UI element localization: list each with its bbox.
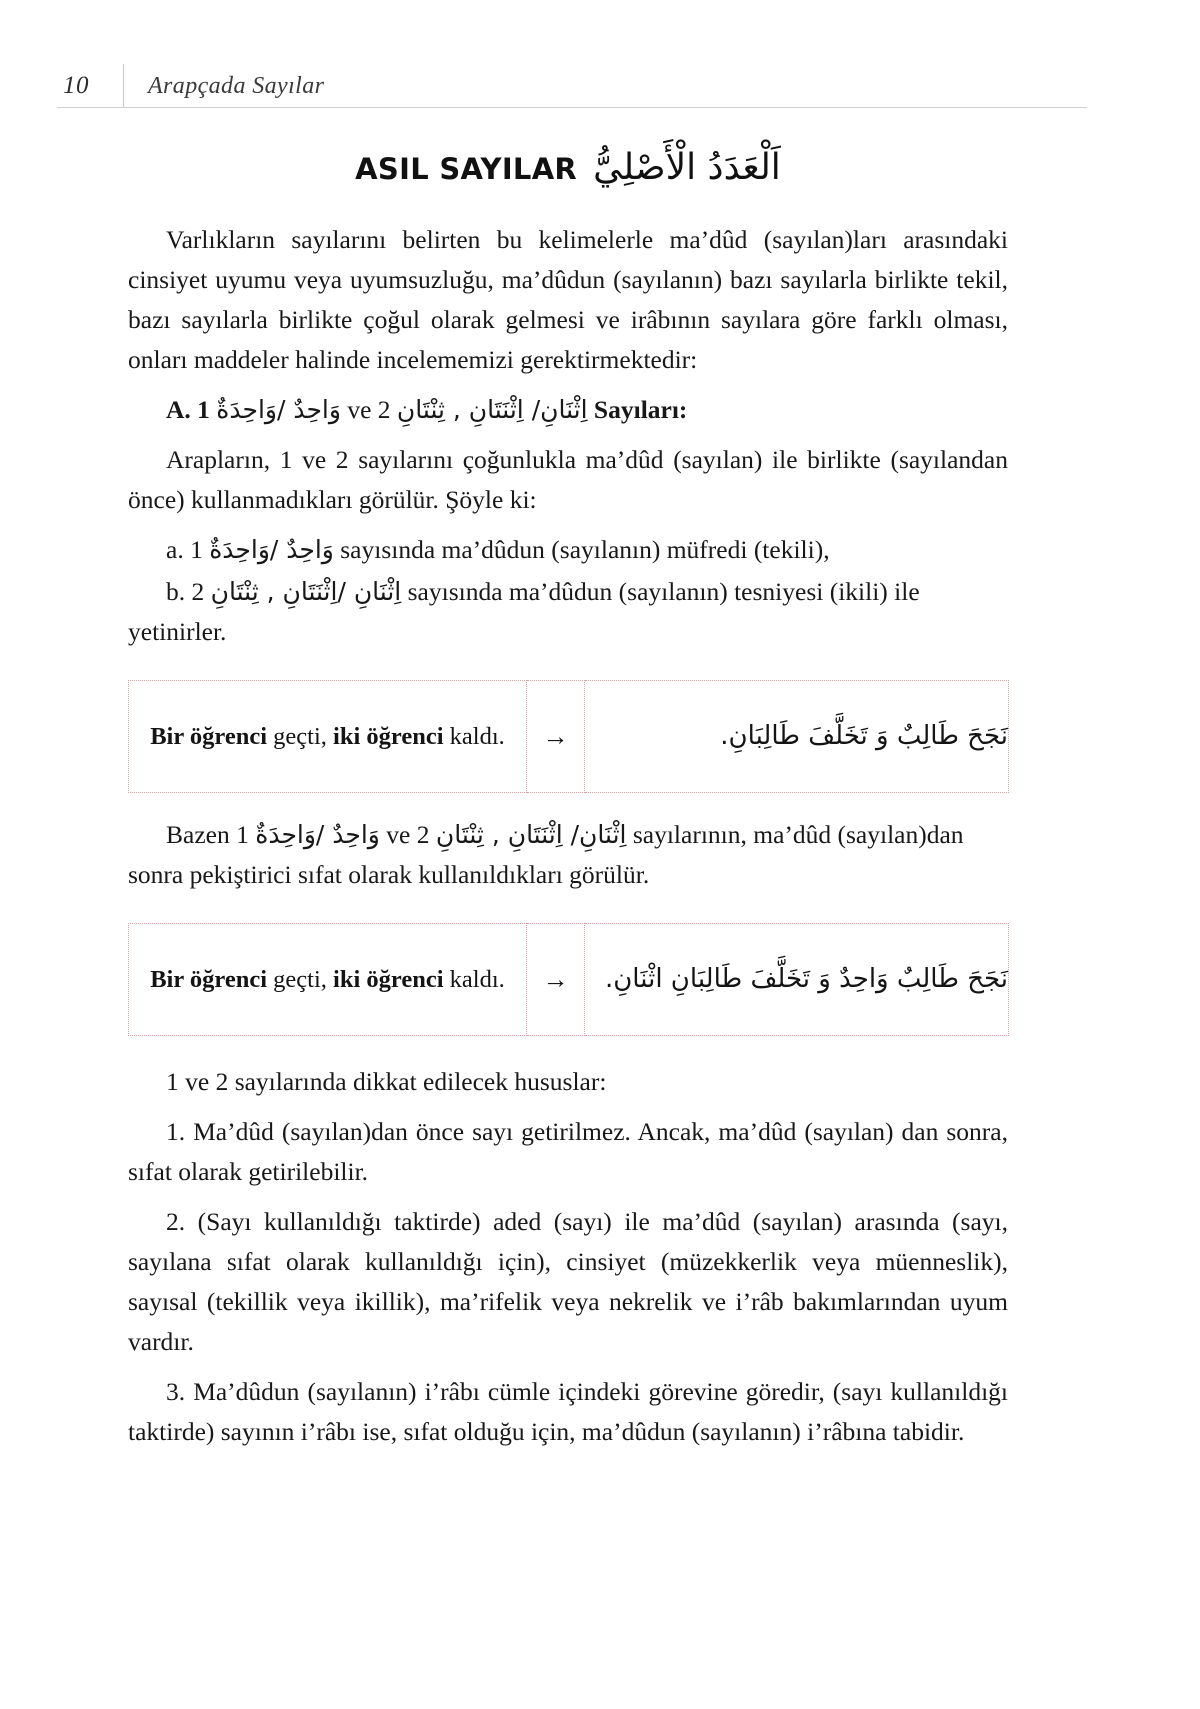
item-b-arabic: اِثْنَانِ /اِثْنَتَانِ , ثِنْتَانِ	[210, 577, 402, 606]
between-tables-continuation: sonra pekiştirici sıfat olarak kullanıldıkları görülür.	[128, 860, 650, 889]
between-tables-arabic-one: وَاحِدٌ /وَاحِدَةٌ	[255, 820, 380, 849]
example-table-2	[128, 923, 1009, 1036]
between-tables-prefix: Bazen 1	[166, 820, 249, 849]
note-1: 1. Ma’dûd (sayılan)dan önce sayı getirilmez. Ancak, ma’dûd (sayılan) dan sonra, sıfat olarak getirilebilir.	[128, 1117, 1008, 1186]
turkish-bold-second: iki öğrenci	[333, 722, 444, 750]
spacer	[128, 793, 1008, 815]
arrow-cell	[527, 681, 585, 793]
turkish-plain-first: geçti,	[267, 965, 334, 993]
spacer	[128, 522, 1008, 530]
spacer	[128, 1036, 1008, 1062]
item-b-continuation: yetinirler.	[128, 617, 227, 646]
item-a-line	[128, 530, 1008, 570]
item-b-line	[128, 572, 1008, 612]
spacer	[128, 897, 1008, 923]
item-a-arabic: وَاحِدٌ /وَاحِدَةٌ	[209, 535, 334, 564]
turkish-bold-first: Bir öğrenci	[150, 722, 268, 750]
heading-a-prefix: A. 1	[166, 395, 210, 424]
heading-a-arabic-one: وَاحِدٌ /وَاحِدَةٌ	[216, 395, 341, 424]
note-2: 2. (Sayı kullanıldığı taktirde) aded (sayı) ile ma’dûd (sayılan) arasında (sayı, sayılana sıfat olarak kullanıldığı için), cinsiyet (müzekkerlik veya müenneslik), sayısal (tekillik veya ikillik), ma’rifelik veya nekrelik ve i’râb bakımlarından uyum vardır.	[128, 1207, 1008, 1356]
turkish-plain-first: geçti,	[267, 722, 334, 750]
item-b-rest: sayısında ma’dûdun (sayılanın) tesniyesi (ikili) ile	[407, 577, 920, 606]
content-column	[128, 140, 1008, 1454]
section-title	[128, 148, 1008, 206]
between-tables-line	[128, 815, 1008, 855]
header-horizontal-rule	[57, 107, 1087, 108]
between-tables-mid: ve 2	[386, 820, 430, 849]
between-tables-arabic-two: اِثْنَانِ/ اِثْنَتَانِ , ثِنْتَانِ	[435, 820, 627, 849]
header-vertical-divider	[123, 64, 124, 108]
item-a-prefix: a. 1	[166, 535, 203, 564]
arabic-sentence-cell: نَجَحَ طَالِبٌ وَاحِدٌ وَ تَخَلَّفَ طَالِبَانِ اثْنَانِ.	[585, 924, 1009, 1036]
spacer	[128, 1104, 1008, 1112]
table-row	[129, 924, 1009, 1036]
turkish-plain-second: kaldı.	[443, 722, 505, 750]
section-title-latin: ASIL SAYILAR	[355, 152, 578, 186]
heading-a-suffix: Sayıları:	[593, 395, 688, 424]
turkish-bold-second: iki öğrenci	[333, 965, 444, 993]
note-3: 3. Ma’dûdun (sayılanın) i’râbı cümle içindeki görevine göredir, (sayı kullanıldığı taktirde) sayının i’râbı ise, sıfat olduğu için, ma’dûdun (sayılanın) i’râbına tabidir.	[128, 1377, 1008, 1446]
section-title-arabic: اَلْعَدَدُ الْأَصْلِيُّ	[593, 147, 781, 188]
turkish-bold-first: Bir öğrenci	[150, 965, 268, 993]
heading-a-line	[128, 390, 1008, 430]
chapter-title: Arapçada Sayılar	[148, 72, 325, 99]
between-tables-rest: sayılarının, ma’dûd (sayılan)dan	[632, 820, 964, 849]
arabic-sentence-cell: نَجَحَ طَالِبٌ وَ تَخَلَّفَ طَالِبَانِ.	[585, 681, 1009, 793]
item-b-prefix: b. 2	[166, 577, 205, 606]
notes-lead: 1 ve 2 sayılarında dikkat edilecek hususlar:	[166, 1067, 607, 1096]
after-heading-paragraph: Arapların, 1 ve 2 sayılarını çoğunlukla ma’dûd (sayılan) ile birlikte (sayılandan önce) kullanmadıkları görülür. Şöyle ki:	[128, 445, 1008, 514]
turkish-translation-cell	[129, 681, 527, 793]
right-arrow-icon: →	[542, 721, 569, 751]
item-a-rest: sayısında ma’dûdun (sayılanın) müfredi (tekili),	[340, 535, 830, 564]
spacer	[128, 1194, 1008, 1202]
turkish-plain-second: kaldı.	[443, 965, 505, 993]
intro-paragraph: Varlıkların sayılarını belirten bu kelimelerle ma’dûd (sayılan)ları arasındaki cinsiyet uyumu veya uyumsuzluğu, ma’dûdun (sayılanın) bazı sayılarla birlikte tekil, bazı sayılarla birlikte çoğul olarak gelmesi ve irâbının sayılara göre farklı olması, onları maddeler halinde incelememizi gerektirmektedir:	[128, 225, 1008, 374]
table-row	[129, 681, 1009, 793]
arrow-cell	[527, 924, 585, 1036]
running-header	[57, 62, 1087, 110]
heading-a-mid: ve 2	[347, 395, 391, 424]
spacer	[128, 432, 1008, 440]
spacer	[128, 382, 1008, 390]
heading-a-arabic-two: اِثْنَانِ/ اِثْنَتَانِ , ثِنْتَانِ	[396, 395, 588, 424]
example-table-1	[128, 680, 1009, 793]
turkish-translation-cell	[129, 924, 527, 1036]
right-arrow-icon: →	[542, 964, 569, 994]
spacer	[128, 1364, 1008, 1372]
spacer	[128, 654, 1008, 680]
page-number: 10	[63, 72, 89, 99]
